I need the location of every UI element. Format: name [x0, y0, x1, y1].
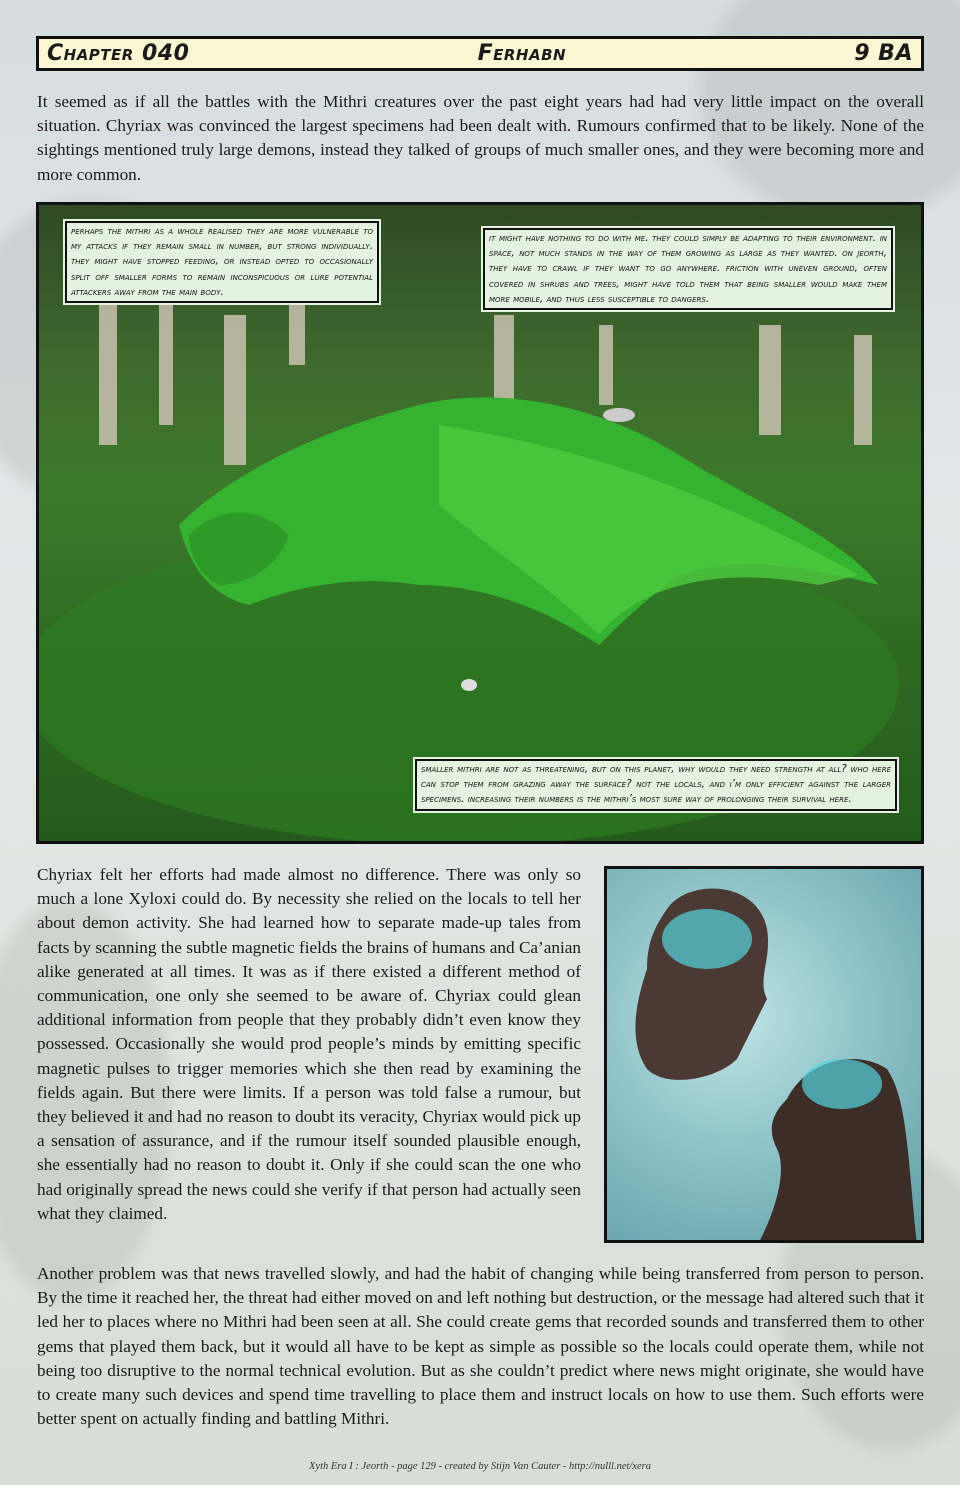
- page-footer: Xyth Era I : Jeorth - page 129 - created by Stijn Van Cauter - http://nulll.net/xera: [309, 1461, 651, 1472]
- caption-box: perhaps the mithri as a whole realised they are more vulnerable to my attacks if they remain small in number, but strong individually. they might have stopped feeding, or instead opted to occasionally split off smaller forms to remain inconspicuous or lure potential attackers away from the main body.: [65, 221, 379, 303]
- chapter-header: [36, 36, 924, 71]
- illustration-brains: [604, 866, 924, 1243]
- paragraph-scanning: Chyriax felt her efforts had made almost no difference. There was only so much a lone Xyloxi could do. By necessity she relied on the locals to tell her about demon activity. She had learned how to separate made-up tales from facts by scanning the subtle magnetic fields the brains of humans and Ca’anian alike generated at all times. It was as if there existed a different method of communication, one only she seemed to be aware of. Chyriax could glean additional information from people that they probably didn’t even know they possessed. Occasionally she would prod people’s minds by emitting specific magnetic pulses to trigger memories which she then read by examining the fields again. But there were limits. If a person was told false a rumour, but they believed it and had no reason to doubt its veracity, Chyriax would pick up a sensation of assurance, and if the rumour itself sounded plausible enough, she essentially had no reason to doubt it. Only if she could scan the one who had originally spread the news could she verify if that person had actually seen what they claimed.: [37, 865, 581, 1223]
- chapter-number: Chapter 040: [47, 41, 190, 66]
- brain-profiles-illustration: [607, 869, 924, 1243]
- paragraph-communication: Another problem was that news travelled slowly, and had the habit of changing while being transferred from person to person. By the time it reached her, the threat had either moved on and left nothing but destruction, or the message had altered such that it led her to places where no Mithri had been seen at all. She could create gems that recorded sounds and transferred them to other gems that played them back, but it would all have to be kept as simple as possible so the locals could operate them, while not being too disruptive to the normal technical evolution. But as she couldn’t predict where news might originate, she would have to create many such devices and spend time travelling to place them and instruct locals on how to use them. Such efforts were better spent on actually finding and battling Mithri.: [37, 1264, 924, 1429]
- caption-box: smaller mithri are not as threatening, but on this planet, why would they need strength at all? who here can stop them from grazing away the surface? not the locals, and i’m only efficient against the larger specimens. increasing their numbers is the mithri’s most sure way of prolonging their survival here.: [415, 759, 897, 811]
- caption-box: it might have nothing to do with me. they could simply be adapting to their environment. in space, not much stands in the way of them growing as large as they wanted. on jeorth, they have to crawl if they want to go anywhere. friction with uneven ground, often covered in shrubs and trees, might have told them that being smaller would make them more mobile, and thus less susceptible to dangers.: [483, 228, 893, 310]
- chapter-title: Ferhabn: [477, 41, 567, 66]
- paragraph-intro: It seemed as if all the battles with the Mithri creatures over the past eight years had had very little impact on the overall situation. Chyriax was convinced the largest specimens had been dealt with. Rumours confirmed that to be likely. None of the sightings mentioned truly large demons, instead they talked of groups of much smaller ones, and they were becoming more and more common.: [37, 92, 924, 184]
- comic-panel-dragon: [36, 202, 924, 844]
- chapter-era: 9 BA: [854, 41, 913, 66]
